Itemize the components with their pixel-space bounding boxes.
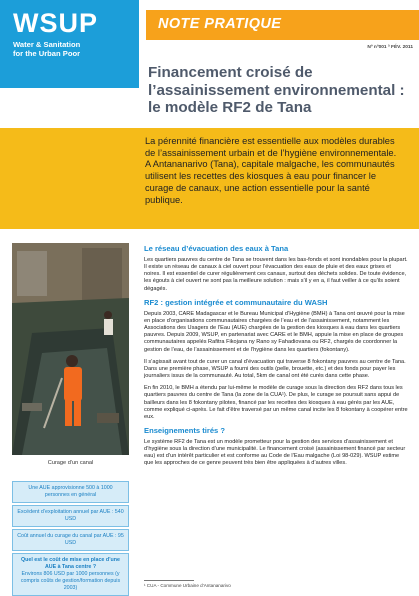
title-line-1: Financement croisé de [148,64,313,81]
stat-text: Environs 806 USD par 1000 personnes (y compris coûts de gestion/formation depuis 2003) [20,571,121,592]
footnote-divider [144,580,194,581]
section-rf2 [144,298,409,421]
page-title [148,64,413,117]
main-article [144,244,409,473]
stat-box-cleaning-cost [12,529,129,551]
section-heading: RF2 : gestion intégrée et communautaire du WASH [144,297,328,307]
stat-title: Quel est le coût de mise en place d’une AUE à Tana centre ? [21,557,120,571]
canal-photo-illustration [12,243,129,455]
footnote: ¹ CUA - Commune Urbaine d’Antananarivo [144,583,231,588]
section-paragraph: Les quartiers pauvres du centre de Tana se trouvent dans les bas-fonds et sont inondables pour la plupart. Il existe un réseau de canaux à ciel ouvert pour l’évacuation des eaux de pluie et des eaux grises et noires. Il est essentiel de curer régulièrement ces canaux, surtout des déchets solides. De toute évidence, les égouts à ciel ouvert ne sont pas la meilleure solution : mais s’il y en a, il faut veiller à ce qu’ils soient dégagés. [144,257,408,292]
title-line-3: le modèle RF2 de Tana [148,99,312,116]
section-lessons [144,426,409,468]
photo-caption: Curage d’un canal [47,460,94,466]
logo-tagline-1: Water & Sanitation [13,40,81,49]
logo-wordmark: WSUP [13,8,98,38]
stat-text: Excédent d’exploitation annuel par AUE : 540 USD [17,509,124,523]
section-heading: Le réseau d’évacuation des eaux à Tana [144,244,289,253]
title-line-2: l’assainissement environnemental : [148,81,405,99]
section-heading: Enseignements tirés ? [144,425,226,435]
canal-cleaning-photo [12,243,129,455]
section-paragraph: Le système RF2 de Tana est un modèle prometteur pour la gestion des services d’assainissement et d’hygiène sous la direction d’une municipalité. Le financement croisé (assainissement financé par secteur eau) est d’un intérêt particulier et est conforme au Code de l’Eau malgache (Loi 98-029). WSUP estime que les approches de ce genre peuvent très bien être appliquées à d’autres villes. [144,438,406,467]
stat-text: Coût annuel du curage du canal par AUE : 95 USD [17,533,124,547]
stat-box-surplus [12,505,129,527]
stat-box-setup-cost [12,553,129,596]
logo-tagline-2: for the Urban Poor [13,49,81,58]
section-evacuation [144,244,409,293]
stat-box-population [12,481,129,503]
section-paragraph: Il s’agissait avant tout de curer un canal d’évacuation qui traverse 8 fokontany pauvres au centre de Tana. Dans une première phase, WSUP a fourni des outils (pelle, brouette, etc.) et des fonds pour payer les journaliers issus de la communauté. Au total, 5km de canal ont été curés dans cette phase. [144,358,406,380]
wsup-logo [0,0,139,88]
note-pratique-banner: NOTE PRATIQUE [146,10,419,40]
intro-summary: La pérennité financière est essentielle aux modèles durables de l’assainissement urbain et de l’hygiène environnementale. A Antananarivo (Tana), capitale malgache, les communautés utilisent les recettes des kiosques à eau pour financer le curage de canaux, une action essentielle pour la santé publique. [0,128,419,229]
stat-text: Une AUE approvisionne 500 à 1000 personnes en général [28,485,113,499]
section-paragraph: En fin 2010, le BMH a étendu par lui-même le modèle de curage sous la direction des RF2 dans tous les quartiers pauvres du centre de Tana (la zone de la CUA¹). De plus, le curage se poursuit sans appui de bailleurs dans les 8 fokontany pilotes, financé par les recettes des kiosques à eau gérés par les AUE, comme expliqué ci-après. Le fait d’être traversé par un même canal incite les 8 fokontany à coopérer entre eux. [144,385,408,420]
section-paragraph: Depuis 2003, CARE Madagascar et le Bureau Municipal d’Hygiène (BMH) à Tana ont œuvré pour la mise en place d’organisations communautaires chargées de l’eau et de l’assainissement, notamment les Associations des Usagers de l’Eau (AUE) chargées de la gestion des kiosques à eau dans les quartiers pauvres. Depuis 2009, WSUP, en partenariat avec CARE et le BMH, appuie la mise en place de groupes communautaires appelés Rafitra Fikojana ny Rano sy Fahadiovana ou RF2, chargés de coordonner la gestion de l’eau, de l’assainissement et de l’hygiène dans les quartiers (fokontany). [144,310,405,353]
issue-number: Nº nº001 ª FÉV. 2011 [367,45,413,50]
